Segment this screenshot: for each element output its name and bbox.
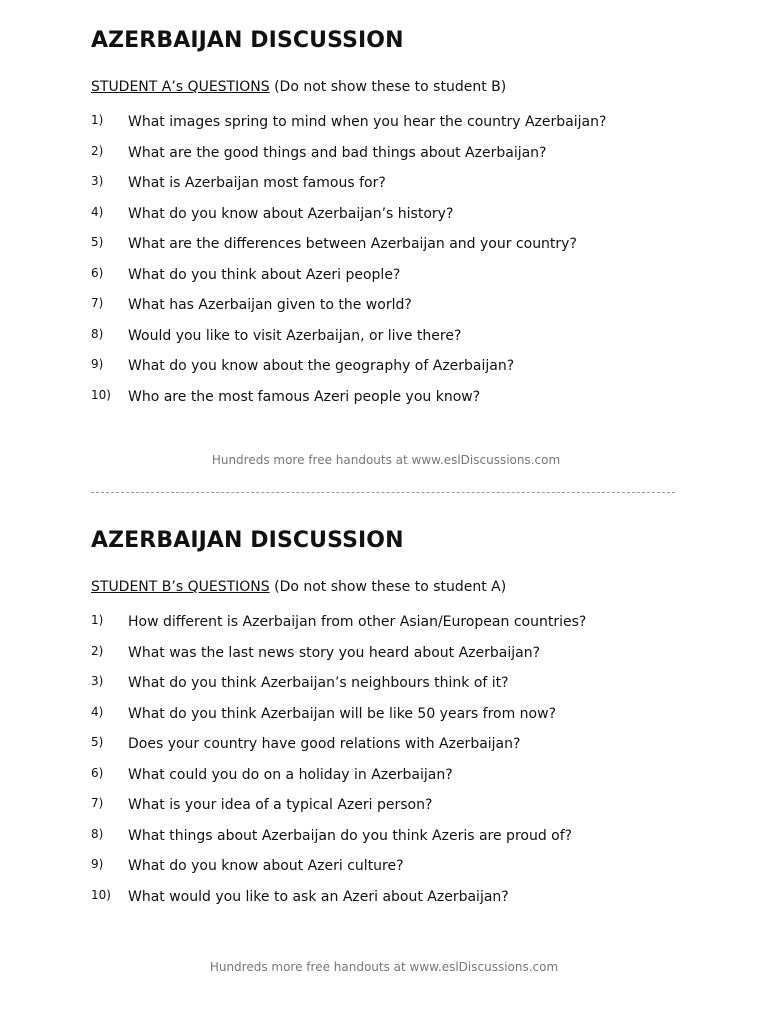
handout-footer: Hundreds more free handouts at www.eslDiscussions.com [211, 453, 561, 467]
question-text: What things about Azerbaijan do you think Azeris are proud of? [128, 827, 573, 844]
question-item [0, 266, 768, 297]
question-item [0, 735, 768, 766]
question-number: 2) [91, 643, 104, 658]
question-list [0, 113, 768, 418]
question-text: What do you know about Azeri culture? [128, 858, 404, 874]
question-text: Does your country have good relations with Azerbaijan? [128, 736, 521, 752]
section-note: (Do not show these to student B) [274, 79, 507, 95]
question-list [0, 613, 768, 918]
question-item [0, 674, 768, 705]
handout-footer: Hundreds more free handouts at www.eslDiscussions.com [209, 960, 559, 974]
question-item [0, 827, 768, 858]
page-title: AZERBAIJAN DISCUSSION [91, 528, 404, 553]
question-number: 9) [91, 857, 104, 871]
question-item [0, 174, 768, 205]
question-item [0, 327, 768, 358]
section-note: (Do not show these to student A) [274, 579, 507, 595]
question-item [0, 857, 768, 888]
question-text: What are the differences between Azerbaijan and your country? [128, 236, 577, 252]
question-item [0, 705, 768, 736]
question-text: What do you think about Azeri people? [128, 266, 401, 283]
question-number: 8) [91, 826, 104, 841]
section-heading [91, 579, 506, 595]
question-item [0, 766, 768, 797]
question-text: What images spring to mind when you hear the country Azerbaijan? [128, 114, 607, 130]
question-number: 5) [91, 735, 104, 749]
section-heading [91, 79, 506, 95]
student-label: STUDENT B’s QUESTIONS [91, 579, 270, 595]
question-number: 6) [91, 265, 104, 280]
question-item [0, 235, 768, 266]
question-text: What do you think Azerbaijan’s neighbours think of it? [128, 675, 509, 691]
question-number: 2) [91, 143, 104, 158]
question-number: 10) [91, 887, 111, 902]
question-text: Would you like to visit Azerbaijan, or live there? [128, 327, 462, 344]
question-text: What has Azerbaijan given to the world? [128, 297, 412, 313]
question-number: 1) [91, 113, 104, 127]
question-text: What do you know about Azerbaijan’s history? [128, 205, 454, 222]
question-number: 3) [91, 674, 104, 688]
question-item [0, 613, 768, 644]
question-number: 7) [91, 796, 104, 810]
question-number: 6) [91, 765, 104, 780]
question-text: What would you like to ask an Azeri about Azerbaijan? [128, 888, 509, 905]
question-text: What could you do on a holiday in Azerbaijan? [128, 766, 453, 783]
question-item [0, 644, 768, 675]
question-item [0, 296, 768, 327]
question-number: 9) [91, 357, 104, 371]
question-number: 4) [91, 204, 104, 219]
question-item [0, 388, 768, 419]
question-number: 1) [91, 613, 104, 627]
question-text: How different is Azerbaijan from other Asian/European countries? [128, 614, 587, 630]
question-text: What are the good things and bad things about Azerbaijan? [128, 144, 547, 161]
question-item [0, 113, 768, 144]
question-item [0, 357, 768, 388]
cut-line-divider [91, 492, 675, 493]
question-number: 10) [91, 387, 111, 402]
question-item [0, 888, 768, 919]
question-number: 3) [91, 174, 104, 188]
question-number: 8) [91, 326, 104, 341]
question-item [0, 205, 768, 236]
question-number: 5) [91, 235, 104, 249]
question-text: What do you think Azerbaijan will be like 50 years from now? [128, 705, 556, 722]
question-number: 7) [91, 296, 104, 310]
question-text: What is Azerbaijan most famous for? [128, 175, 386, 191]
question-text: Who are the most famous Azeri people you know? [128, 388, 481, 405]
question-text: What was the last news story you heard about Azerbaijan? [128, 644, 541, 661]
question-item [0, 144, 768, 175]
question-number: 4) [91, 704, 104, 719]
question-text: What is your idea of a typical Azeri person? [128, 797, 433, 813]
page-title: AZERBAIJAN DISCUSSION [91, 28, 404, 53]
student-label: STUDENT A’s QUESTIONS [91, 79, 270, 95]
question-text: What do you know about the geography of Azerbaijan? [128, 358, 515, 374]
question-item [0, 796, 768, 827]
